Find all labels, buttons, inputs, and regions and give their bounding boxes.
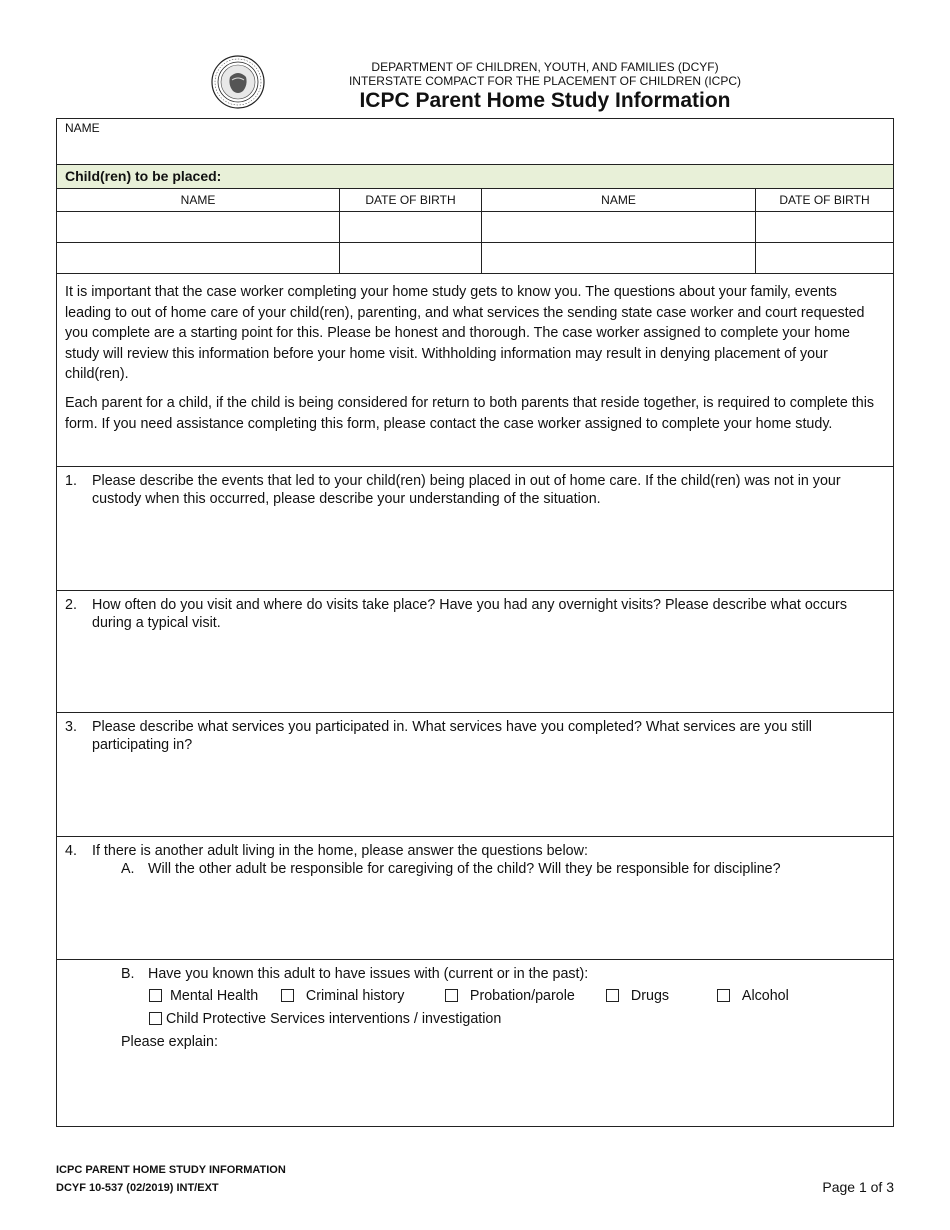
intro-paragraph-1: It is important that the case worker completing your home study gets to know you. The questions about your family, events leading to out of home care of your child(ren), parenting, and what services the sending state case worker and court requested you complete are a starting point for this. Please be honest and thorough. The case worker assigned to complete your home study will review this information before your home visit. Withholding information may result in denying placement of your child(ren). xyxy=(65,284,865,382)
footer-form-title: ICPC PARENT HOME STUDY INFORMATION xyxy=(56,1164,286,1176)
footer-form-number: DCYF 10-537 (02/2019) INT/EXT xyxy=(56,1182,219,1194)
question-4b-text: Have you known this adult to have issues with (current or in the past): xyxy=(148,966,589,982)
question-4a-text: Will the other adult be responsible for caregiving of the child? Will they be responsible for discipline? xyxy=(148,861,781,877)
question-4[interactable] xyxy=(57,836,893,959)
checkbox-cps[interactable]: Child Protective Services interventions / investigation xyxy=(149,1010,501,1028)
col-header-name: NAME xyxy=(57,189,340,211)
child-dob-cell[interactable] xyxy=(756,212,893,242)
intro-section xyxy=(57,273,893,466)
checkbox-alcohol[interactable]: Alcohol xyxy=(717,987,789,1005)
form-frame xyxy=(56,118,894,1127)
question-text: How often do you visit and where do visits take place? Have you had any overnight visits? Please describe what occurs during a typical visit. xyxy=(92,597,847,631)
question-number: 3. xyxy=(65,719,77,735)
department-name: DEPARTMENT OF CHILDREN, YOUTH, AND FAMILIES (DCYF) xyxy=(371,60,719,74)
table-row xyxy=(57,242,893,273)
child-name-cell[interactable] xyxy=(482,212,756,242)
state-seal-logo xyxy=(211,55,265,109)
child-name-cell[interactable] xyxy=(57,212,340,242)
question-2[interactable] xyxy=(57,590,893,712)
child-dob-cell[interactable] xyxy=(340,243,482,273)
col-header-name: NAME xyxy=(482,189,756,211)
question-4a-letter: A. xyxy=(121,861,135,877)
question-1[interactable] xyxy=(57,466,893,590)
checkbox-mental-health[interactable]: Mental Health xyxy=(149,987,258,1005)
child-name-cell[interactable] xyxy=(57,243,340,273)
question-4b[interactable] xyxy=(57,959,893,1126)
name-field[interactable] xyxy=(57,119,893,164)
question-number: 4. xyxy=(65,843,77,859)
col-header-dob: DATE OF BIRTH xyxy=(340,189,482,211)
question-4b-letter: B. xyxy=(121,966,135,982)
children-table-header xyxy=(57,188,893,211)
name-label: NAME xyxy=(65,121,100,135)
page-title: ICPC Parent Home Study Information xyxy=(359,89,731,112)
question-number: 2. xyxy=(65,597,77,613)
checkbox-drugs[interactable]: Drugs xyxy=(606,987,669,1005)
intro-paragraph-2: Each parent for a child, if the child is being considered for return to both parents that reside together, is required to complete this form. If you need assistance completing this form, please contact the case worker assigned to complete your home study. xyxy=(65,395,875,432)
table-row xyxy=(57,211,893,242)
question-text: Please describe the events that led to your child(ren) being placed in out of home care. If the child(ren) was not in your custody when this occurred, please describe your understanding of the situation. xyxy=(92,473,841,507)
col-header-dob: DATE OF BIRTH xyxy=(779,193,870,207)
page-number: Page 1 of 3 xyxy=(822,1179,894,1195)
question-3[interactable] xyxy=(57,712,893,836)
compact-name: INTERSTATE COMPACT FOR THE PLACEMENT OF CHILDREN (ICPC) xyxy=(348,74,742,88)
please-explain-label: Please explain: xyxy=(121,1034,218,1050)
question-text: If there is another adult living in the home, please answer the questions below: xyxy=(92,843,588,859)
children-heading: Child(ren) to be placed: xyxy=(57,164,893,188)
question-number: 1. xyxy=(65,473,77,489)
checkbox-criminal-history[interactable]: Criminal history xyxy=(281,987,404,1005)
question-text: Please describe what services you participated in. What services have you completed? What services are you still participating in? xyxy=(92,719,812,753)
child-dob-cell[interactable] xyxy=(756,243,893,273)
checkbox-probation-parole[interactable]: Probation/parole xyxy=(445,987,575,1005)
child-name-cell[interactable] xyxy=(482,243,756,273)
child-dob-cell[interactable] xyxy=(340,212,482,242)
